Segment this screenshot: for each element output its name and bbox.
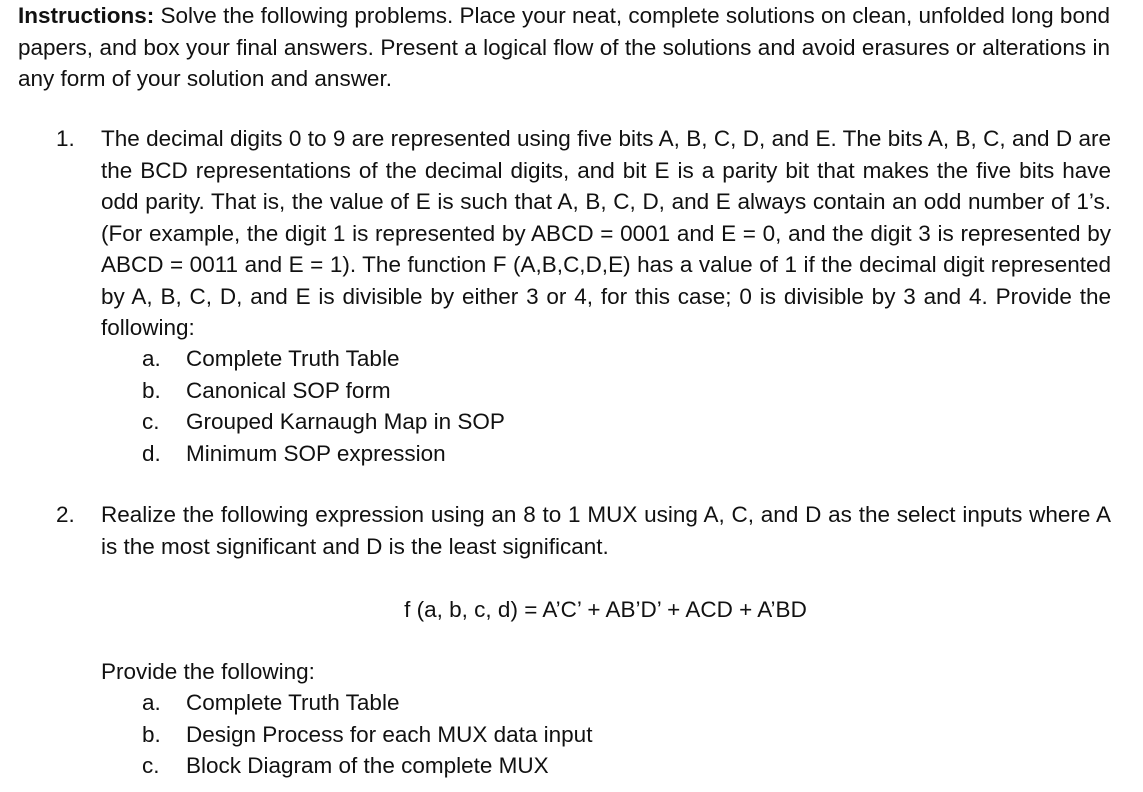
problem-number: 1. <box>56 126 75 151</box>
boolean-equation: f (a, b, c, d) = A’C’ + AB’D’ + ACD + A’BD <box>404 597 807 622</box>
list-item-text: Complete Truth Table <box>186 690 400 715</box>
list-item-letter: a. <box>142 346 161 371</box>
provide-heading: Provide the following: <box>101 659 315 684</box>
list-item-text: Canonical SOP form <box>186 377 391 403</box>
list-item-letter: c. <box>142 753 160 778</box>
problem-1 <box>56 123 1111 344</box>
problem-2 <box>56 499 1111 562</box>
list-item-text: Block Diagram of the complete MUX <box>186 753 549 778</box>
list-item-letter: c. <box>142 409 160 434</box>
list-item-letter: d. <box>142 440 161 466</box>
instructions-label: Instructions: <box>18 3 155 28</box>
problem-number: 2. <box>56 502 75 527</box>
instructions-paragraph <box>18 0 1110 95</box>
list-item-letter: a. <box>142 690 161 715</box>
list-item-letter: b. <box>142 721 161 747</box>
list-item-text: Complete Truth Table <box>186 346 400 371</box>
problem-2-text: Realize the following expression using an 8 to 1 MUX using A, C, and D as the select inputs where A is the most significant and D is the least significant. <box>101 502 1111 559</box>
list-item-text: Grouped Karnaugh Map in SOP <box>186 409 505 434</box>
list-item-letter: b. <box>142 377 161 403</box>
instructions-text: Solve the following problems. Place your neat, complete solutions on clean, unfolded long bond papers, and box your final answers. Present a logical flow of the solutions and avoid erasures or alterations in any form of your solution and answer. <box>18 3 1110 91</box>
list-item-text: Design Process for each MUX data input <box>186 721 593 747</box>
list-item-text: Minimum SOP expression <box>186 440 446 466</box>
problem-1-text: The decimal digits 0 to 9 are represented using five bits A, B, C, D, and E. The bits A, B, C, and D are the BCD representations of the decimal digits, and bit E is a parity bit that makes the five bits have odd parity. That is, the value of E is such that A, B, C, D, and E always contain an odd number of 1’s. (For example, the digit 1 is represented by ABCD = 0001 and E = 0, and the digit 3 is represented by ABCD = 0011 and E = 1). The function F (A,B,C,D,E) has a value of 1 if the decimal digit represented by A, B, C, D, and E is divisible by either 3 or 4, for this case; 0 is divisible by 3 and 4. Provide the following: <box>101 126 1111 340</box>
